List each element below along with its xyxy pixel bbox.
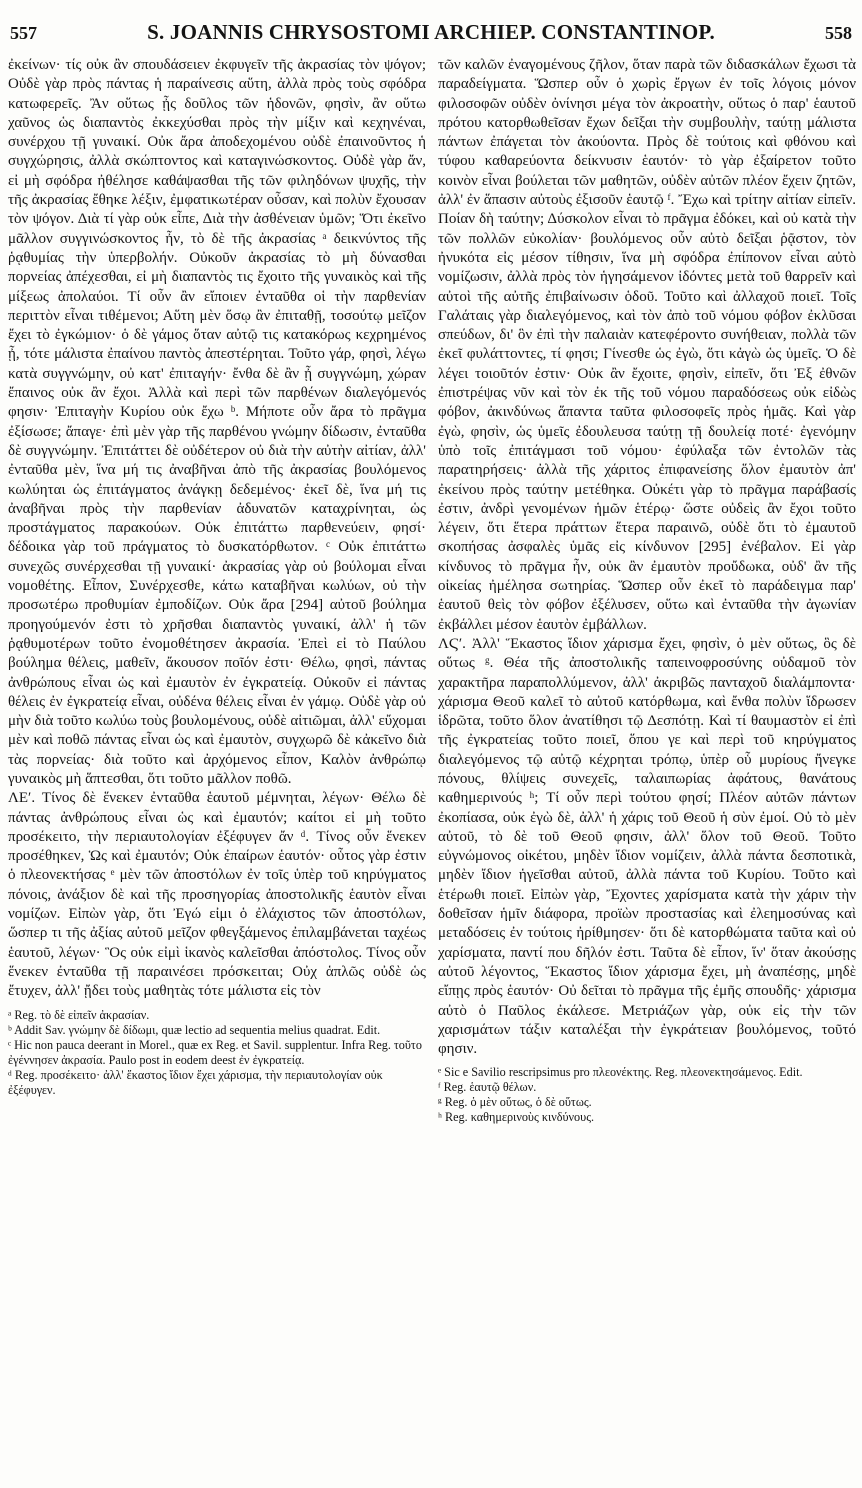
page-number-left: 557 [10, 23, 37, 43]
footnote: ᵍ Reg. ὁ μὲν οὕτως, ὁ δὲ οὕτως. [438, 1095, 592, 1110]
body-paragraph: τῶν καλῶν ἐναγομένους ζῆλον, ὅταν παρὰ τῶν διδασκάλων ἔχωσι τὰ παραδείγματα. Ὥσπερ οὖν ὁ χωρὶς ἔργων ἐν τοῖς λόγοις μόνον φιλοσοφῶν οὐδὲν ὀνίνησι μέγα τὸν ἀκροατὴν, οὕτως ὁ παρ' ἑαυτοῦ πρότου κατορθωθεῖσαν ἔχων δεῖξαι τὴν συμβουλὴν, ταύτῃ μάλιστα πάντων ἐπάγεται τὸν ἀκούοντα. Πρὸς δὲ τούτοις καὶ φθόνου καὶ τύφου καθαρεύοντα δείκνυσιν ἑαυτόν· τὸ γὰρ ἐξαίρετον τοῦτο κοινὸν εἶναι βούλεται τῶν μαθητῶν, οὐδὲν αὐτῶν πλέον ἔχειν ζητῶν, ἀλλ' ἐν ἅπασιν αὐτοὺς ἐξισοῦν ἑαυτῷ ᶠ. Ἔχω καὶ τρίτην αἰτίαν εἰπεῖν. Ποίαν δὴ ταύτην; Δύσκολον εἶναι τὸ πρᾶγμα ἐδόκει, καὶ οὐ κατὰ τὴν τῶν πολλῶν εὐκολίαν· βουλόμενος οὖν αὐτὸ δεῖξαι ῥᾷστον, τὸν ἠνυκότα εἰς μέσον τίθησιν, ἵνα μὴ σφόδρα ἐπίπονον εἶναι αὐτὸ νομίζωσιν, ἀλλὰ πρὸς τὸν ἡγησάμενον ἰδόντες μετὰ τοῦ θαρρεῖν καὶ αὐτοὶ τῆς αὐτῆς ἐπιβαίνωσιν ὁδοῦ. Τοῦτο καὶ ἀλλαχοῦ ποιεῖ. Τοῖς Γαλάταις γὰρ διαλεγόμενος, καὶ τὸν ἀπὸ τοῦ νόμου φόβον ἐκλῦσαι σπεύδων, δι' ὃν ἐπὶ τὴν παλαιὰν κατεφέροντο συνήθειαν, πολλὰ τῶν ἐκεῖ φυλάττοντες, τί φησι; Γίνεσθε ὡς ἐγὼ, ὅτι κἀγὼ ὡς ὑμεῖς. Ὁ δὲ λέγει τοιοῦτόν ἐστιν· Οὐκ ἂν ἔχοιτε, φησὶν, εἰπεῖν, ὅτι Ἐξ ἐθνῶν ἐπιστρέψας νῦν καὶ τὸν ἐκ τῆς τοῦ νόμου παραδόσεως οὐκ εἰδὼς φόβον, ἀκινδύνως ἅπαντα ταῦτα φιλοσοφεῖς πρὸς ἡμᾶς. Καὶ γὰρ ἐγὼ, φησὶν, ὡς ὑμεῖς ἐδουλευσα ταύτῃ τῇ δουλείᾳ ποτέ· ἐγενόμην ὑπὸ τοῖς ἐπιτάγμασι τοῦ νόμου· ἐφύλαξα τῶν ἐντολῶν τὰς παρατηρήσεις· ἀλλὰ τῆς χάριτος ἐπιφανείσης ὅλον ἐμαυτὸν ἀπ' ἐκείνου πρὸς ταύτην μετέθηκα. Οὐκέτι γὰρ τὸ πρᾶγμα παράβασίς ἐστιν, ἀνδρὶ γενομένων ἡμῶν ἑτέρῳ· ὥστε οὐδεὶς ἂν ἔχοι τοῦτο λέγειν, ὅτι ἕτερα πράττων ἕτερα παραινῶ, οὐδὲ ὅτι τὸ ἐμαυτοῦ σκοπήσας ἀσφαλὲς ὑμᾶς εἰς κίνδυνον [295] ἐνέβαλον. Εἰ γὰρ κίνδυνος τὸ πρᾶγμα ἦν, οὐκ ἂν ἐμαυτὸν προὔδωκα, οὐδ' ἂν τῆς οἰκείας ἠμέλησα σωτηρίας. Ὥσπερ οὖν ἐκεῖ τὸ παράδειγμα παρ' ἑαυτοῦ θεὶς τὸν φόβον ἐξέλυσεν, οὕτω καὶ ἐνταῦθα τὴν ἀγωνίαν ἐκβάλλει μέσον ἑαυτὸν ἐμβάλλων. [438, 57, 856, 633]
footnote: ᵃ Reg. τὸ δὲ εἰπεῖν ἀκρασίαν. [8, 1007, 150, 1022]
footnote: ʰ Reg. καθημερινοὺς κινδύνους. [438, 1110, 595, 1125]
body-paragraph: ἐκείνων· τίς οὐκ ἂν σπουδάσειεν ἐκφυγεῖν τῆς ἀκρασίας τὸν ψόγον; Οὐδὲ γὰρ πρὸς πάντας ἡ παραίνεσις αὕτη, ἀλλὰ πρὸς τοὺς σφόδρα κατωφερεῖς. Ἂν οὕτως ᾖς δοῦλος τῶν ἡδονῶν, φησὶν, ἂν οὕτω χαῦνος ὡς διαπαντὸς ἐκκεχύσθαι πρὸς τὴν μίξιν καὶ κεχηνέναι, συνέρχου τῇ γυναικί. Οὐκ ἄρα ἀποδεχομένου οὐδὲ ἐπαινοῦντος ἡ συγχώρησις, ἀλλὰ σκώπτοντος καὶ καταγινώσκοντος. Οὐδὲ γὰρ ἄν, εἰ μὴ σφόδρα ἠθέλησε καθάψασθαι τῆς τῶν φιληδόνων ψυχῆς, τὴν τῆς ἀκρασίας ἔθηκε λέξιν, ἐμφατικωτέραν οὖσαν, καὶ πολὺν ἔχουσαν τὸν ψόγον. Διὰ τί γὰρ οὐκ εἶπε, Διὰ τὴν ἀσθένειαν ὑμῶν; Ὅτι ἐκεῖνο μᾶλλον συγγινώσκοντος ἦν, τὸ δὲ τῆς ἀκρασίας ᵃ δεικνύντος τῆς ῥᾳθυμίας τὴν ὑπερβολήν. Οὐκοῦν ἀκρασίας τὸ μὴ δύνασθαι πορνείας ἀπέχεσθαι, εἰ μὴ διαπαντὸς τις ἔχοιτο τῆς γυναικὸς καὶ τῆς μίξεως ἀπολαύοι. Τί οὖν ἂν εἴποιεν ἐνταῦθα οἱ τὴν παρθενίαν περιττὸν εἶναι τιθέμενοι; Αὕτη μὲν ὅσῳ ἂν ἐπιταθῇ, τοσούτῳ μεῖζον ἔχει τὸ ἐγκώμιον· ὁ δὲ γάμος ὅταν αὐτῷ τις κατακόρως κεχρημένος ᾖ, τότε μάλιστα ἐπαίνου παντὸς ἀπεστέρηται. Τοῦτο γάρ, φησὶ, λέγω κατὰ συγγνώμην, οὐ κατ' ἐπιταγήν· ἔνθα δὲ ἂν ᾖ συγγνώμη, χώραν ἔπαινος οὐκ ἂν ἔχοι. Ἀλλὰ καὶ περὶ τῶν παρθένων διαλεγόμενός φησιν· Ἐπιταγὴν Κυρίου οὐκ ἔχω ᵇ. Μήποτε οὖν ἄρα τὸ πρᾶγμα ἐξίσωσε; ἄπαγε· ἐπὶ μὲν γὰρ τῆς παρθένου γνώμην δίδωσιν, ἐνταῦθα δὲ συγγνώμην. Ἐπιτάττει δὲ οὐδέτερον οὐ διὰ τὴν αὐτὴν αἰτίαν, ἀλλ' ἐνταῦθα μὲν, ἵνα μή τις ἀναβῆναι ἀπὸ τῆς ἀκρασίας βουλόμενος κωλύηται ὡς ἐπιτάγματος ἀνάγκῃ δεδεμένος· ἐκεῖ δὲ, ἵνα μή τις ἀναβῆναι πρὸς τὴν παρθενίαν ἀδυνατῶν καταχρίνηται, ὡς προστάγματος παρακούων. Οὐκ ἐπιτάττω παρθενεύειν, φησί· δέδοικα γὰρ τοῦ πράγματος τὸ δυσκατόρθωτον. ᶜ Οὐκ ἐπιτάττω συνεχῶς συνέρχεσθαι τῇ γυναικί· ἀκρασίας γὰρ οὐ βούλομαι εἶναι νομοθέτης. Εἶπον, Συνέρχεσθε, κάτω καταβῆναι κωλύων, οὐ τὴν προσωτέρω προθυμίαν ἐμποδίζων. Οὐκ ἄρα [294] αὐτοῦ βούλημα προηγούμενόν ἐστι τὸ χρῆσθαι διαπαντὸς γυναικί, ἀλλ' ἡ τῶν ῥᾳθυμοτέρων τοῦτο ἐνομοθέτησεν ἀκρασία. Ἐπεὶ εἰ τὸ Παύλου βούλημα θέλεις, μαθεῖν, ἄκουσον ποῖόν ἐστι· Θέλω, φησὶ, πάντας ἀνθρώπους εἶναι ὡς καὶ ἐμαυτὸν ἐν ἐγκρατείᾳ. Οὐκοῦν εἰ πάντας θέλεις ἐν ἐγκρατείᾳ εἶναι, οὐδένα θέλεις εἶναι ἐν γάμῳ. Οὐδὲ γὰρ οὐ μὴν διὰ τοῦτο κωλύω τοὺς βουλομένους, οὐδὲ αἰτιῶμαι, ἀλλ' εὔχομαι μὲν καὶ ποθῶ πάντας εἶναι ὡς καὶ ἐμαυτὸν, συγχωρῶ δὲ κἀκεῖνο διὰ τὰς πορνείας· διὰ τοῦτο καὶ ἀρχόμενος εἶπον, Καλὸν ἀνθρώπῳ γυναικὸς μὴ ἅπτεσθαι, ὅτι τοῦτο μᾶλλον ποθῶ. [8, 57, 426, 787]
footnote: ᶠ Reg. ἑαυτῷ θέλων. [438, 1080, 537, 1095]
right-column [438, 56, 856, 1125]
page-number-right: 558 [825, 23, 852, 43]
footnotes-right [438, 1065, 856, 1125]
footnote: ᵇ Addit Sav. γνώμην δὲ δίδωμι, quæ lectio ad sequentia melius quadrat. Edit. [8, 1022, 381, 1037]
footnote: ᵉ Sic e Savilio rescripsimus pro πλεονέκτης. Reg. πλεονεκτησάμενος. Edit. [438, 1065, 803, 1080]
footnote: ᶜ Hic non pauca deerant in Morel., quæ ex Reg. et Savil. supplentur. Infra Reg. τοῦτο ἐγέννησεν ἀκρασία. Paulo post in eodem deest ἐν ἐγκρατείᾳ. [8, 1037, 422, 1067]
footnote: ᵈ Reg. προσέκειτο· ἀλλ' ἕκαστος ἴδιον ἔχει χάρισμα, τὴν περιαυτολογίαν οὐκ ἐξέφυγεν. [8, 1067, 383, 1097]
running-title: S. JOANNIS CHRYSOSTOMI ARCHIEP. CONSTANTINOP. [147, 20, 715, 44]
footnotes-left [8, 1008, 426, 1098]
running-header [10, 20, 852, 48]
body-paragraph-section-35: ΛΕʹ. Τίνος δὲ ἕνεκεν ἐνταῦθα ἑαυτοῦ μέμνηται, λέγων· Θέλω δὲ πάντας ἀνθρώπους εἶναι ὡς καὶ ἐμαυτόν; καίτοι εἰ μὴ τοῦτο προσέκειτο, τὴν περιαυτολογίαν ἐξέφυγεν ἄν ᵈ. Τίνος οὖν ἕνεκεν προσέθηκεν, Ὡς καὶ ἐμαυτόν; Οὐκ ἐπαίρων ἑαυτόν· οὗτος γὰρ ἐστιν ὁ πλεονεκτήσας ᵉ μὲν τῶν ἀποστόλων ἐν τοῖς ὑπὲρ τοῦ κηρύγματος πόνοις, ἀνάξιον δὲ καὶ τῆς προσηγορίας ἀποστολικῆς ἑαυτὸν εἶναι νομίζων. Εἰπὼν γὰρ, ὅτι Ἐγώ εἰμι ὁ ἐλάχιστος τῶν ἀποστόλων, ὥσπερ τι τῆς ἀξίας αὐτοῦ μεῖζον φθεγξάμενος ἐπιλαμβάνεται ταχέως ἑαυτοῦ, λέγων· Ὃς οὐκ εἰμὶ ἱκανὸς καλεῖσθαι ἀπόστολος. Τίνος οὖν ἕνεκεν ἐνταῦθα τῇ παραινέσει πρόσκειται; Οὐχ ἁπλῶς οὐδὲ ὡς ἔτυχεν, ἀλλ' ᾔδει τοὺς μαθητὰς τότε μάλιστα εἰς τὸν [8, 790, 426, 1000]
body-paragraph-section-36: ΛϚʹ. Ἀλλ' Ἕκαστος ἴδιον χάρισμα ἔχει, φησὶν, ὁ μὲν οὕτως, ὃς δὲ οὕτως ᵍ. Θέα τῆς ἀποστολικῆς ταπεινοφροσύνης οὐδαμοῦ τὸν χαρακτῆρα παραπολλύμενον, ἀλλ' ἀκριβῶς πανταχοῦ διαλάμποντα· χάρισμα Θεοῦ καλεῖ τὸ αὐτοῦ κατόρθωμα, καὶ ἔνθα πολὺν ἵδρωσεν ἱδρῶτα, τοῦτο ὅλον ἀνατίθησι τῷ Δεσπότῃ. Καὶ τί θαυμαστὸν εἰ ἐπὶ τῆς ἐγκρατείας τοῦτο ποιεῖ, ὅπου γε καὶ περὶ τοῦ κηρύγματος διαλεγόμενος τῷ αὐτῷ κέχρηται τρόπῳ, ὑπὲρ οὗ μυρίους ἤνεγκε πόνους, θλίψεις συνεχεῖς, ταλαιπωρίας ἀφάτους, θανάτους καθημερινούς ʰ; Τί οὖν περὶ τούτου φησί; Πλέον αὐτῶν πάντων ἐκοπίασα, οὐκ ἐγὼ δὲ, ἀλλ' ἡ χάρις τοῦ Θεοῦ ἡ σὺν ἐμοί. Οὐ τὸ μὲν αὐτοῦ, τὸ δὲ τοῦ Θεοῦ φησιν, ἀλλ' ὅλον τοῦ Θεοῦ. Τοῦτο εὐγνώμονος οἰκέτου, μηδὲν ἴδιον νομίζειν, ἀλλὰ πάντα δεσποτικὰ, μηδὲν ἴδιον ἡγεῖσθαι αὐτοῦ, ἀλλὰ πάντα τοῦ Κυρίου. Τοῦτο καὶ ἑτέρωθι ποιεῖ. Εἰπὼν γὰρ, Ἔχοντες χαρίσματα κατὰ τὴν χάριν τὴν δοθεῖσαν ἡμῖν διάφορα, προϊὼν προστασίας καὶ ἐλεημοσύνας καὶ μεταδόσεις ἐν τούτοις ἠρίθμησεν· ὅτι δὲ κατορθώματα ταῦτα καὶ οὐ χαρίσματα, παντί που δῆλόν ἐστι. Ταῦτα δὲ εἶπον, ἵν' ὅταν ἀκούσῃς αὐτοῦ λέγοντος, Ἕκαστος ἴδιον χάρισμα ἔχει, μὴ ἀναπέσῃς, μηδὲ εἴπῃς πρὸς ἑαυτόν· Οὐ δεῖται τὸ πρᾶγμα τῆς ἐμῆς σπουδῆς· χάρισμα αὐτὸ ὁ Παῦλος ἐκάλεσε. Μετριάζων γὰρ, οὐκ εἰς τὴν τῶν χαρισμάτων τάξιν καταλέξαι τὴν ἐγκράτειαν βουλόμενος, τοῦτό φησιν. [438, 635, 856, 1058]
left-column [8, 56, 426, 1098]
